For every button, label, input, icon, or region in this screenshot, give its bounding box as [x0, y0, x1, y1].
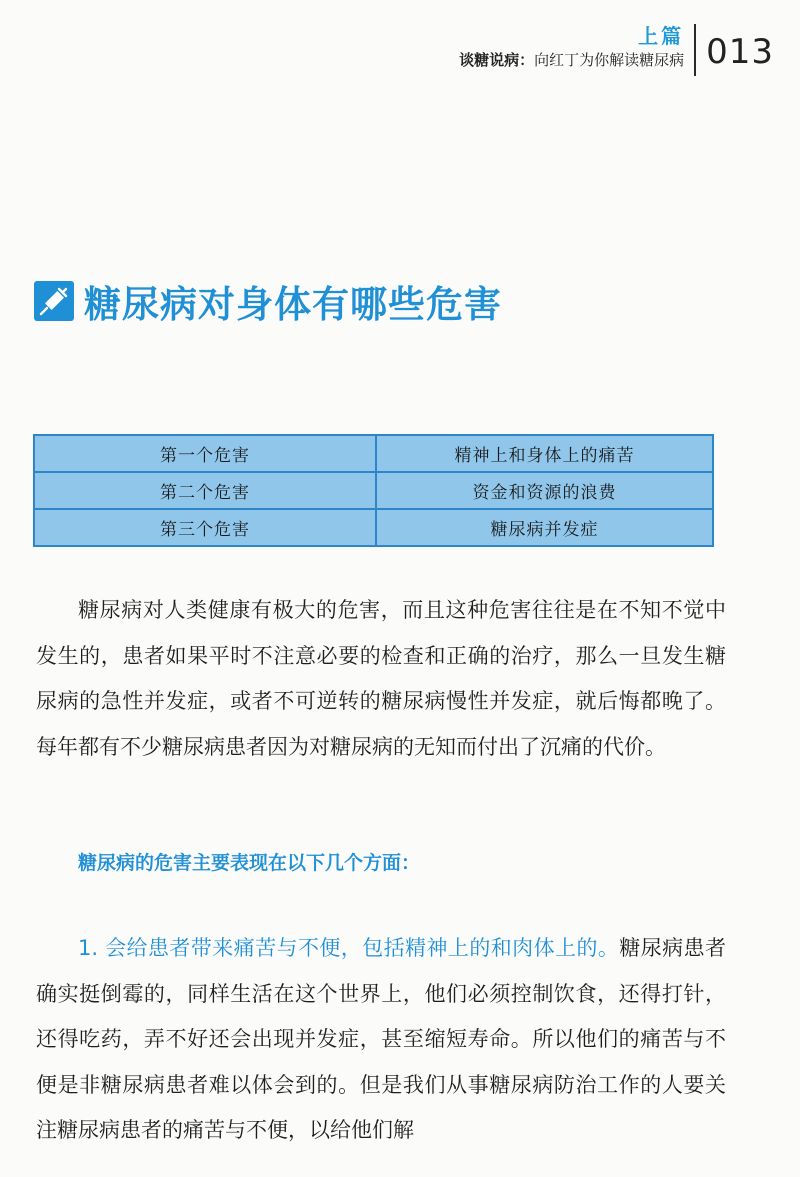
harm-cell: 第三个危害 — [34, 509, 376, 546]
running-header — [459, 24, 774, 86]
syringe-icon — [34, 281, 74, 321]
running-title-rest: 向红丁为你解读糖尿病 — [534, 51, 685, 69]
description-cell: 精神上和身体上的痛苦 — [376, 435, 713, 472]
chapter-title: 糖尿病对身体有哪些危害 — [84, 283, 502, 326]
running-title-bold: 谈糖说病： — [459, 51, 535, 69]
harm-cell: 第二个危害 — [34, 472, 376, 509]
page-number: 013 — [706, 32, 774, 72]
table-row — [34, 472, 713, 509]
part-label: 上篇 — [638, 24, 685, 48]
description-cell: 资金和资源的浪费 — [376, 472, 713, 509]
chapter-heading — [34, 274, 502, 328]
harm-one-text: 糖尿病患者确实挺倒霉的，同样生活在这个世界上，他们必须控制饮食，还得打针，还得吃药，弄不好还会出现并发症，甚至缩短寿命。所以他们的痛苦与不便是非糖尿病患者难以体会到的。但是我们从事糖尿病防治工作的人要关注糖尿病患者的痛苦与不便，以给他们解 — [36, 936, 726, 1142]
section-subheading: 糖尿病的危害主要表现在以下几个方面： — [78, 852, 421, 874]
table-row — [34, 509, 713, 546]
running-title — [459, 48, 684, 72]
running-header-text — [459, 24, 696, 76]
harms-table — [33, 434, 714, 547]
harm-one-paragraph — [36, 926, 726, 1154]
intro-paragraph: 糖尿病对人类健康有极大的危害，而且这种危害往往是在不知不觉中发生的，患者如果平时不注意必要的检查和正确的治疗，那么一旦发生糖尿病的急性并发症，或者不可逆转的糖尿病慢性并发症，就后悔都晚了。每年都有不少糖尿病患者因为对糖尿病的无知而付出了沉痛的代价。 — [36, 598, 726, 759]
harm-one-lead: 1. 会给患者带来痛苦与不便，包括精神上的和肉体上的。 — [78, 936, 620, 960]
harm-cell: 第一个危害 — [34, 435, 376, 472]
table-row — [34, 435, 713, 472]
description-cell: 糖尿病并发症 — [376, 509, 713, 546]
